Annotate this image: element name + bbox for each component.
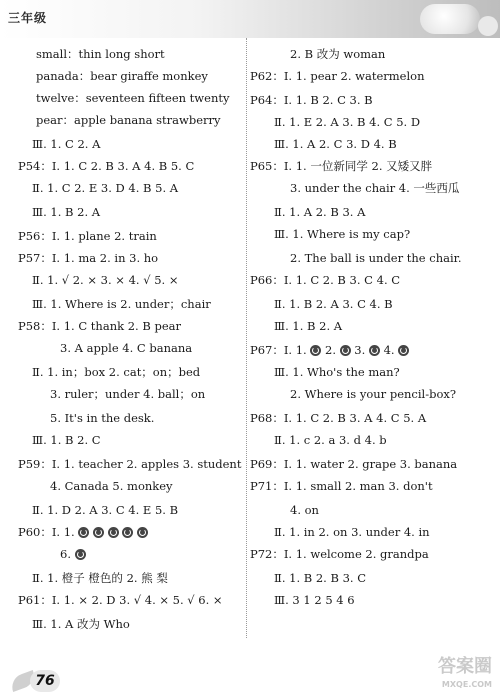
answer-line: small：thin long short <box>36 47 165 61</box>
answer-line: Ⅲ. 1. Where is 2. under；chair <box>32 297 211 311</box>
answer-line: P66：Ⅰ. 1. C 2. B 3. C 4. C <box>250 273 401 287</box>
answer-line: Ⅱ. 1. √ 2. × 3. × 4. √ 5. × <box>32 273 179 287</box>
answer-line: Ⅱ. 1. C 2. E 3. D 4. B 5. A <box>32 181 179 195</box>
answer-line: P62：Ⅰ. 1. pear 2. watermelon <box>250 69 425 83</box>
answer-line: Ⅱ. 1. in；box 2. cat；on；bed <box>32 365 201 379</box>
answer-line: P68：Ⅰ. 1. C 2. B 3. A 4. C 5. A <box>250 411 427 425</box>
smiley-face-icon <box>340 345 351 356</box>
smiley-face-icon <box>310 345 321 356</box>
page-footer <box>0 656 500 700</box>
answer-line: P67：Ⅰ. 1. 2. 3. 4. <box>250 342 409 358</box>
answer-line: 2. B 改为 woman <box>290 47 386 61</box>
answer-line: Ⅱ. 1. c 2. a 3. d 4. b <box>274 433 387 447</box>
answer-line: P65：Ⅰ. 1. 一位新同学 2. 又矮又胖 <box>250 159 433 173</box>
smiley-face-icon <box>93 527 104 538</box>
answer-line: P61：Ⅰ. 1. × 2. D 3. √ 4. × 5. √ 6. × <box>18 593 223 607</box>
answer-line: Ⅱ. 1. 橙子 橙色的 2. 熊 梨 <box>32 571 168 585</box>
answer-line: 2. The ball is under the chair. <box>290 251 462 265</box>
answer-line: Ⅲ. 1. Where is my cap? <box>274 227 411 241</box>
cloud-decoration-icon <box>420 4 480 34</box>
answer-line: 5. It's in the desk. <box>50 411 155 425</box>
answer-line: Ⅲ. 1. A 改为 Who <box>32 617 130 631</box>
answer-line <box>18 524 148 540</box>
column-divider <box>246 38 247 638</box>
watermark-text: 答案圈 <box>438 656 492 677</box>
smiley-face-icon <box>369 345 380 356</box>
answer-line: Ⅱ. 1. D 2. A 3. C 4. E 5. B <box>32 503 179 517</box>
answer-line-prefix: 6. <box>60 547 71 561</box>
smiley-face-icon <box>137 527 148 538</box>
smiley-face-icon <box>108 527 119 538</box>
answer-line: 2. Where is your pencil-box? <box>290 387 457 401</box>
answer-line: P64：Ⅰ. 1. B 2. C 3. B <box>250 93 373 107</box>
grade-label: 三年级 <box>8 11 48 25</box>
page-header <box>0 0 500 38</box>
answer-line: 3. ruler；under 4. ball；on <box>50 387 206 401</box>
answer-line: panada：bear giraffe monkey <box>36 69 208 83</box>
answer-line: Ⅲ. 1. C 2. A <box>32 137 101 151</box>
answer-line: Ⅱ. 1. B 2. B 3. C <box>274 571 367 585</box>
answer-line: Ⅱ. 1. B 2. A 3. C 4. B <box>274 297 393 311</box>
answer-line: pear：apple banana strawberry <box>36 113 221 127</box>
answer-line-prefix: P60：Ⅰ. 1. <box>18 525 75 539</box>
page-number: 76 <box>30 670 60 692</box>
cloud-small-icon <box>478 16 498 36</box>
watermark <box>438 658 492 694</box>
answer-line: P72：Ⅰ. 1. welcome 2. grandpa <box>250 547 429 561</box>
answer-line: Ⅲ. 1. B 2. C <box>32 433 101 447</box>
answer-line: Ⅲ. 1. B 2. A <box>32 205 101 219</box>
answer-line: Ⅱ. 1. in 2. on 3. under 4. in <box>274 525 430 539</box>
answer-line: Ⅱ. 1. E 2. A 3. B 4. C 5. D <box>274 115 421 129</box>
answer-line: 3. A apple 4. C banana <box>60 341 193 355</box>
answer-line: 4. Canada 5. monkey <box>50 479 173 493</box>
answer-line: P57：Ⅰ. 1. ma 2. in 3. ho <box>18 251 159 265</box>
answer-line: P54：Ⅰ. 1. C 2. B 3. A 4. B 5. C <box>18 159 195 173</box>
answer-line: Ⅱ. 1. A 2. B 3. A <box>274 205 366 219</box>
answer-line-prefix: P67：Ⅰ. 1. <box>250 343 307 357</box>
smiley-face-icon <box>398 345 409 356</box>
answer-line: 3. under the chair 4. 一些西瓜 <box>290 181 460 195</box>
answer-line: P58：Ⅰ. 1. C thank 2. B pear <box>18 319 181 333</box>
answer-line: P56：Ⅰ. 1. plane 2. train <box>18 229 157 243</box>
answer-line: Ⅲ. 1. A 2. C 3. D 4. B <box>274 137 397 151</box>
answer-line: P71：Ⅰ. 1. small 2. man 3. don't <box>250 479 433 493</box>
smiley-face-icon <box>122 527 133 538</box>
answer-line: P69：Ⅰ. 1. water 2. grape 3. banana <box>250 457 458 471</box>
answer-line: Ⅲ. 3 1 2 5 4 6 <box>274 593 355 607</box>
answer-line <box>60 546 86 562</box>
answer-line: 4. on <box>290 503 319 517</box>
answer-line: Ⅲ. 1. B 2. A <box>274 319 343 333</box>
smiley-face-icon <box>75 549 86 560</box>
answer-line: twelve：seventeen fifteen twenty <box>36 91 230 105</box>
answer-line: Ⅲ. 1. Who's the man? <box>274 365 400 379</box>
watermark-subtext: MXQE.COM <box>441 680 492 689</box>
smiley-face-icon <box>78 527 89 538</box>
answer-line: P59：Ⅰ. 1. teacher 2. apples 3. student <box>18 457 242 471</box>
